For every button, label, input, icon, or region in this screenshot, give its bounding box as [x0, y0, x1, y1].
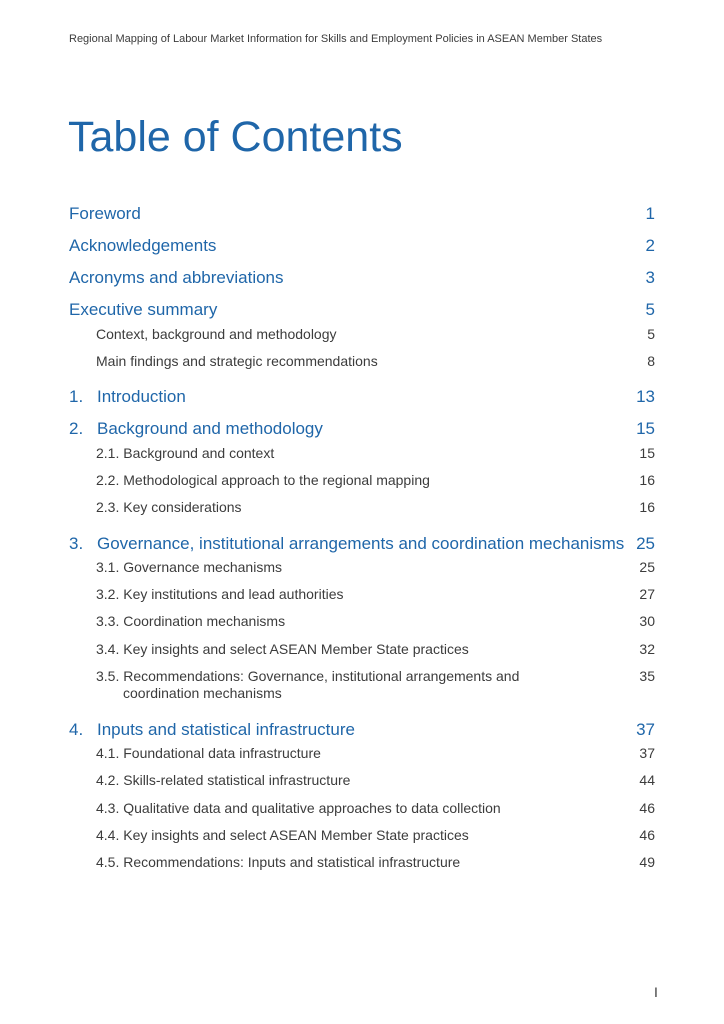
toc-subentry-4-3[interactable] — [96, 800, 655, 816]
toc-entry-page: 35 — [639, 668, 655, 684]
toc-entry-label: 4.4. Key insights and select ASEAN Member State practices — [96, 827, 469, 843]
toc-entry-label: Acronyms and abbreviations — [69, 268, 284, 287]
toc-entry-page: 37 — [636, 720, 655, 739]
toc-entry-page: 15 — [636, 419, 655, 438]
toc-entry-page: 25 — [639, 559, 655, 575]
toc-entry-page: 16 — [639, 499, 655, 515]
toc-entry-page: 32 — [639, 641, 655, 657]
toc-entry-chapter-1[interactable] — [69, 387, 655, 407]
toc-entry-label: Inputs and statistical infrastructure — [97, 720, 355, 739]
page-title: Table of Contents — [68, 113, 403, 161]
toc-entry-page: 8 — [647, 353, 655, 369]
toc-entry-label: 3.2. Key institutions and lead authorities — [96, 586, 344, 602]
toc-entry-acknowledgements[interactable] — [69, 236, 655, 256]
toc-entry-label: 3.1. Governance mechanisms — [96, 559, 282, 575]
toc-subentry-main-findings[interactable] — [96, 353, 655, 369]
toc-entry-label: Main findings and strategic recommendations — [96, 353, 378, 369]
toc-subentry-4-4[interactable] — [96, 827, 655, 843]
toc-entry-page: 2 — [645, 236, 655, 255]
toc-entry-label: Acknowledgements — [69, 236, 217, 255]
toc-entry-page: 25 — [636, 534, 655, 553]
toc-entry-chapter-2[interactable] — [69, 419, 655, 439]
toc-entry-page: 5 — [645, 300, 655, 319]
toc-entry-page: 44 — [639, 772, 655, 788]
toc-entry-label: Background and methodology — [97, 419, 323, 438]
toc-entry-label: 4.5. Recommendations: Inputs and statistical infrastructure — [96, 854, 461, 870]
toc-subentry-3-1[interactable] — [96, 559, 655, 575]
toc-entry-label: Executive summary — [69, 300, 218, 319]
toc-entry-executive-summary[interactable] — [69, 300, 655, 320]
toc-entry-number: 3. — [69, 534, 84, 553]
toc-entry-foreword[interactable] — [69, 204, 655, 224]
toc-subentry-4-1[interactable] — [96, 745, 655, 761]
toc-entry-label-line: coordination mechanisms — [123, 685, 282, 701]
toc-entry-page: 49 — [639, 854, 655, 870]
toc-subentry-3-3[interactable] — [96, 613, 655, 629]
toc-entry-acronyms[interactable] — [69, 268, 655, 288]
toc-entry-page: 15 — [639, 445, 655, 461]
toc-subentry-2-3[interactable] — [96, 499, 655, 515]
toc-entry-label-line: 3.5. Recommendations: Governance, institutional arrangements and — [96, 668, 520, 684]
toc-subentry-3-4[interactable] — [96, 641, 655, 657]
toc-subentry-2-2[interactable] — [96, 472, 655, 488]
toc-entry-label: Context, background and methodology — [96, 326, 337, 342]
toc-entry-page: 30 — [639, 613, 655, 629]
toc-subentry-3-5[interactable] — [96, 668, 655, 702]
toc-entry-label: 4.3. Qualitative data and qualitative approaches to data collection — [96, 800, 501, 816]
toc-subentry-3-2[interactable] — [96, 586, 655, 602]
toc-entry-chapter-4[interactable] — [69, 720, 655, 740]
toc-entry-label: Introduction — [97, 387, 186, 406]
toc-entry-page: 37 — [639, 745, 655, 761]
toc-entry-label: 3.3. Coordination mechanisms — [96, 613, 286, 629]
toc-entry-page: 13 — [636, 387, 655, 406]
toc-entry-label: 4.1. Foundational data infrastructure — [96, 745, 321, 761]
toc-subentry-context[interactable] — [96, 326, 655, 342]
toc-entry-page: 16 — [639, 472, 655, 488]
toc-subentry-4-5[interactable] — [96, 854, 655, 870]
toc-entry-page: 5 — [647, 326, 655, 342]
toc-entry-label: 2.3. Key considerations — [96, 499, 242, 515]
toc-entry-number: 1. — [69, 387, 84, 406]
toc-entry-label — [96, 668, 536, 702]
toc-entry-page: 27 — [639, 586, 655, 602]
running-header: Regional Mapping of Labour Market Information for Skills and Employment Policies in ASEAN Member States — [69, 33, 603, 45]
toc-entry-page: 1 — [645, 204, 655, 223]
toc-subentry-4-2[interactable] — [96, 772, 655, 788]
toc-entry-label: Foreword — [69, 204, 141, 223]
toc-entry-page: 46 — [639, 800, 655, 816]
toc-entry-page: 46 — [639, 827, 655, 843]
toc-entry-label: 2.1. Background and context — [96, 445, 275, 461]
page-number: I — [654, 984, 658, 1000]
toc-entry-number: 2. — [69, 419, 84, 438]
toc-entry-label: Governance, institutional arrangements and coordination mechanisms — [97, 534, 625, 553]
toc-entry-number: 4. — [69, 720, 84, 739]
toc-subentry-2-1[interactable] — [96, 445, 655, 461]
toc-entry-chapter-3[interactable] — [69, 534, 655, 554]
toc-entry-label: 2.2. Methodological approach to the regional mapping — [96, 472, 430, 488]
toc-entry-label: 3.4. Key insights and select ASEAN Member State practices — [96, 641, 469, 657]
toc-entry-page: 3 — [645, 268, 655, 287]
toc-entry-label: 4.2. Skills-related statistical infrastructure — [96, 772, 351, 788]
